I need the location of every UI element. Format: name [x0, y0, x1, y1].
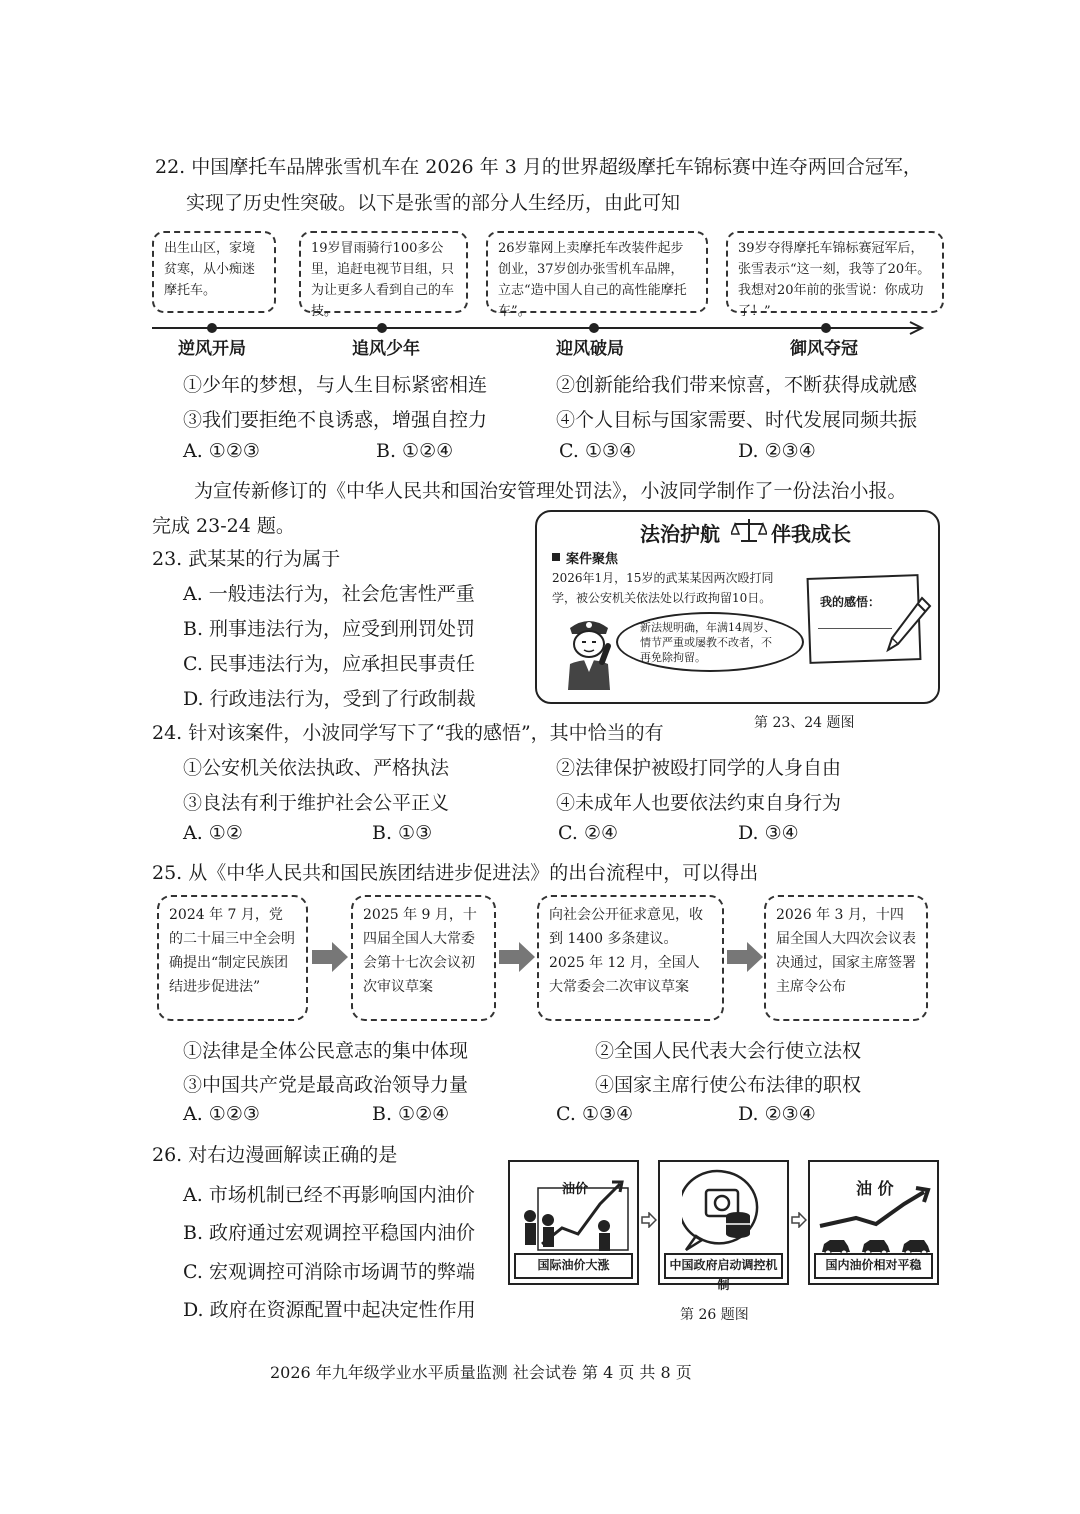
q22-choice-c[interactable]: C. ①③④	[559, 440, 637, 462]
q26-choice-c[interactable]: C. 宏观调控可消除市场调节的弊端	[183, 1261, 475, 1283]
flow-arrow-icon	[312, 942, 348, 972]
q26-figure-caption: 第 26 题图	[680, 1307, 749, 1323]
q24-statement-4: ④未成年人也要依法约束自身行为	[556, 792, 842, 814]
timeline-box-1: 出生山区，家境贫寒，从小痴迷摩托车。	[152, 231, 276, 313]
pencil-icon	[884, 594, 932, 654]
flow-step-2: 2025 年 9 月，十四届全国人大常委会第十七次会议初次审议草案	[351, 895, 496, 1021]
q22-statement-1: ①少年的梦想，与人生目标紧密相连	[183, 374, 488, 396]
q22-stem-line1: 22. 中国摩托车品牌张雪机车在 2026 年 3 月的世界超级摩托车锦标赛中连夺两回合冠军，	[155, 156, 922, 178]
q25-statement-2: ②全国人民代表大会行使立法权	[595, 1040, 862, 1062]
flow-arrow-icon	[727, 942, 763, 972]
comic-panel-1	[508, 1160, 639, 1285]
scales-icon	[731, 516, 767, 544]
note-label: 我的感悟：	[820, 595, 881, 609]
timeline-label-1: 逆风开局	[178, 339, 246, 359]
poster-caption: 第 23、24 题图	[754, 715, 855, 731]
police-officer-icon	[562, 612, 616, 692]
poster-title-right: 伴我成长	[771, 522, 851, 546]
q26-stem: 26. 对右边漫画解读正确的是	[152, 1144, 398, 1166]
note-line	[818, 628, 892, 629]
timeline-box-2: 19岁冒雨骑行100多公里，追赶电视节目组，只为让更多人看到自己的车技。	[299, 231, 468, 313]
q22-choice-d[interactable]: D. ②③④	[738, 440, 816, 462]
q25-statement-3: ③中国共产党是最高政治领导力量	[183, 1074, 469, 1096]
q23-choice-a[interactable]: A. 一般违法行为，社会危害性严重	[183, 583, 475, 605]
q25-choice-b[interactable]: B. ①②④	[372, 1103, 450, 1125]
timeline-label-4: 御风夺冠	[790, 339, 858, 359]
stable-price-icon	[816, 1182, 934, 1258]
q26-choice-d[interactable]: D. 政府在资源配置中起决定性作用	[183, 1299, 476, 1321]
q24-stem: 24. 针对该案件，小波同学写下了“我的感悟”，其中恰当的有	[152, 722, 664, 744]
timeline-box-3: 26岁靠网上卖摩托车改装件起步创业，37岁创办张雪机车品牌，立志“造中国人自己的高性能摩托车”。	[486, 231, 708, 313]
poster-title-left: 法治护航	[640, 522, 720, 546]
flow-step-1: 2024 年 7 月，党的二十届三中全会明确提出“制定民族团结进步促进法”	[157, 895, 308, 1021]
comic-3-caption: 国内油价相对平稳	[814, 1253, 933, 1279]
regulation-mechanism-icon	[682, 1168, 770, 1254]
q22-statement-4: ④个人目标与国家需要、时代发展同频共振	[556, 409, 918, 431]
q22-choice-b[interactable]: B. ①②④	[376, 440, 454, 462]
q22-statement-3: ③我们要拒绝不良诱惑，增强自控力	[183, 409, 488, 431]
q22-stem-line2: 实现了历史性突破。以下是张雪的部分人生经历，由此可知	[186, 192, 681, 214]
comic-arrow-icon	[791, 1212, 807, 1228]
speech-bubble-text: 新法规明确，年满14周岁、情节严重或屡教不改者，不再免除拘留。	[640, 621, 775, 664]
q24-choice-a[interactable]: A. ①②	[183, 822, 243, 844]
timeline-label-2: 追风少年	[352, 339, 420, 359]
flow-step-3: 向社会公开征求意见，收到 1400 多条建议。2025 年 12 月，全国人大常委会二次审议草案	[537, 895, 724, 1021]
q26-choice-b[interactable]: B. 政府通过宏观调控平稳国内油价	[183, 1222, 476, 1244]
comic-arrow-icon	[641, 1212, 657, 1228]
q24-choice-b[interactable]: B. ①③	[372, 822, 433, 844]
q24-statement-1: ①公安机关依法执政、严格执法	[183, 757, 450, 779]
q25-choice-a[interactable]: A. ①②③	[183, 1103, 260, 1125]
comic-3-tag: 油 价	[856, 1179, 894, 1198]
comic-panel-2	[658, 1160, 789, 1292]
section-bullet-icon	[552, 553, 560, 561]
intro23-line1: 为宣传新修订的《中华人民共和国治安管理处罚法》，小波同学制作了一份法治小报。	[194, 480, 907, 502]
q25-statement-1: ①法律是全体公民意志的集中体现	[183, 1040, 469, 1062]
q23-stem: 23. 武某某的行为属于	[152, 548, 341, 570]
q24-choice-c[interactable]: C. ②④	[558, 822, 619, 844]
q23-choice-d[interactable]: D. 行政违法行为，受到了行政制裁	[183, 688, 476, 710]
q25-choice-c[interactable]: C. ①③④	[556, 1103, 634, 1125]
q22-statement-2: ②创新能给我们带来惊喜，不断获得成就感	[556, 374, 918, 396]
q22-choice-a[interactable]: A. ①②③	[183, 440, 260, 462]
page-footer: 2026 年九年级学业水平质量监测 社会试卷 第 4 页 共 8 页	[270, 1363, 692, 1382]
q24-statement-3: ③良法有利于维护社会公平正义	[183, 792, 450, 814]
comic-1-caption: 国际油价大涨	[514, 1253, 633, 1279]
q23-choice-b[interactable]: B. 刑事违法行为，应受到刑罚处罚	[183, 618, 476, 640]
flow-arrow-icon	[499, 942, 535, 972]
q25-stem: 25. 从《中华人民共和国民族团结进步促进法》的出台流程中，可以得出	[152, 862, 759, 884]
poster-case-text: 2026年1月，15岁的武某某因两次殴打同学，被公安机关依法处以行政拘留10日。	[552, 571, 774, 605]
q24-statement-2: ②法律保护被殴打同学的人身自由	[556, 757, 842, 779]
q23-choice-c[interactable]: C. 民事违法行为，应承担民事责任	[183, 653, 475, 675]
timeline-box-4: 39岁夺得摩托车锦标赛冠军后，张雪表示“这一刻，我等了20年。我想对20年前的张雪说：你成功了！”	[726, 231, 944, 313]
q25-statement-4: ④国家主席行使公布法律的职权	[595, 1074, 862, 1096]
comic-2-caption: 中国政府启动调控机制	[664, 1253, 783, 1279]
q26-choice-a[interactable]: A. 市场机制已经不再影响国内油价	[183, 1184, 475, 1206]
intro23-line2: 完成 23-24 题。	[152, 515, 295, 537]
timeline-label-3: 迎风破局	[556, 339, 624, 359]
flow-step-4: 2026 年 3 月，十四届全国人大四次会议表决通过，国家主席签署主席令公布	[764, 895, 928, 1021]
q24-choice-d[interactable]: D. ③④	[738, 822, 799, 844]
q25-choice-d[interactable]: D. ②③④	[738, 1103, 816, 1125]
comic-1-tag: 油价	[562, 1182, 589, 1197]
poster-section-label: 案件聚焦	[566, 552, 619, 567]
comic-panel-3	[808, 1160, 939, 1285]
